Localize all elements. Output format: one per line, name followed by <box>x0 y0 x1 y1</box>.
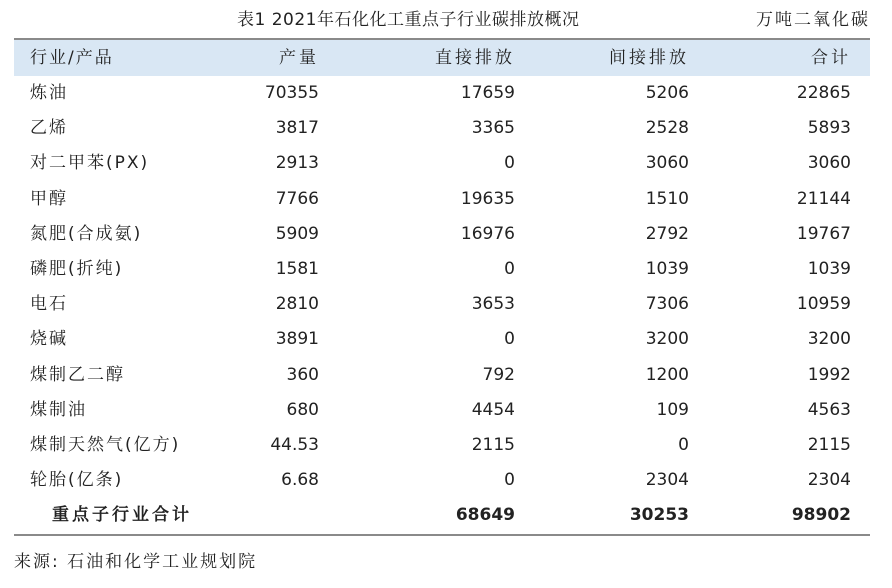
cell-total: 3200 <box>807 329 851 350</box>
total-indirect: 30253 <box>629 505 689 526</box>
cell-direct: 792 <box>482 364 515 385</box>
table-row <box>14 111 870 146</box>
table-body <box>14 76 870 535</box>
cell-indirect: 2792 <box>645 223 689 244</box>
cell-direct: 3653 <box>471 294 515 315</box>
table-row <box>14 428 870 463</box>
cell-output: 360 <box>286 364 319 385</box>
cell-total: 2115 <box>807 435 851 456</box>
total-row <box>14 498 870 534</box>
header-total: 合计 <box>811 48 851 68</box>
cell-indirect: 0 <box>678 435 689 456</box>
cell-direct: 4454 <box>471 399 515 420</box>
cell-total: 4563 <box>807 399 851 420</box>
header-row <box>14 39 870 76</box>
source-note: 来源: 石油和化学工业规划院 <box>14 552 258 572</box>
table-row <box>14 182 870 217</box>
cell-industry: 煤制油 <box>30 399 87 420</box>
table-caption <box>14 6 870 34</box>
table-row <box>14 287 870 322</box>
unit-label: 万吨二氧化碳 <box>756 10 870 30</box>
cell-industry: 炼油 <box>30 83 68 103</box>
cell-industry: 电石 <box>30 294 68 315</box>
cell-output: 6.68 <box>281 470 319 491</box>
cell-direct: 3365 <box>471 118 515 139</box>
cell-industry: 轮胎(亿条) <box>30 470 124 491</box>
cell-indirect: 1200 <box>645 364 689 385</box>
cell-output: 2810 <box>275 294 319 315</box>
cell-output: 7766 <box>275 188 319 209</box>
cell-output: 1581 <box>275 259 319 280</box>
header-direct-emission: 直接排放 <box>435 48 515 68</box>
cell-direct: 17659 <box>460 83 515 103</box>
cell-output: 3817 <box>275 118 319 139</box>
cell-direct: 0 <box>504 259 515 280</box>
cell-industry: 乙烯 <box>30 118 68 139</box>
cell-industry: 烧碱 <box>30 329 68 350</box>
total-direct: 68649 <box>455 505 515 526</box>
table-row <box>14 322 870 357</box>
cell-indirect: 2528 <box>645 118 689 139</box>
cell-output: 44.53 <box>270 435 319 456</box>
cell-direct: 0 <box>504 329 515 350</box>
cell-total: 1992 <box>807 364 851 385</box>
cell-total: 19767 <box>796 223 851 244</box>
table-title: 表1 2021年石化化工重点子行业碳排放概况 <box>237 10 580 30</box>
table-header <box>14 39 870 76</box>
cell-total: 3060 <box>807 153 851 174</box>
table-row <box>14 393 870 428</box>
cell-direct: 16976 <box>460 223 515 244</box>
cell-indirect: 7306 <box>645 294 689 315</box>
cell-industry: 煤制乙二醇 <box>30 364 125 385</box>
total-label: 重点子行业合计 <box>52 505 192 526</box>
cell-direct: 0 <box>504 470 515 491</box>
cell-industry: 氮肥(合成氨) <box>30 223 143 244</box>
cell-direct: 2115 <box>471 435 515 456</box>
cell-industry: 磷肥(折纯) <box>30 259 124 280</box>
cell-indirect: 3060 <box>645 153 689 174</box>
cell-output: 3891 <box>275 329 319 350</box>
cell-indirect: 2304 <box>645 470 689 491</box>
table-row <box>14 358 870 393</box>
cell-industry: 煤制天然气(亿方) <box>30 435 181 456</box>
cell-total: 5893 <box>807 118 851 139</box>
cell-direct: 19635 <box>460 188 515 209</box>
header-industry: 行业/产品 <box>30 48 114 68</box>
cell-indirect: 109 <box>656 399 689 420</box>
table-row <box>14 217 870 252</box>
cell-direct: 0 <box>504 153 515 174</box>
table-row <box>14 463 870 498</box>
cell-total: 22865 <box>796 83 851 103</box>
cell-output: 70355 <box>264 83 319 103</box>
emissions-table <box>14 38 870 536</box>
cell-total: 1039 <box>807 259 851 280</box>
cell-total: 10959 <box>796 294 851 315</box>
cell-output: 680 <box>286 399 319 420</box>
total-output <box>178 498 338 534</box>
cell-industry: 甲醇 <box>30 188 68 209</box>
cell-total: 21144 <box>796 188 851 209</box>
cell-industry: 对二甲苯(PX) <box>30 153 150 174</box>
table-row <box>14 252 870 287</box>
total-sum: 98902 <box>791 505 851 526</box>
cell-total: 2304 <box>807 470 851 491</box>
cell-output: 2913 <box>275 153 319 174</box>
header-output: 产量 <box>279 48 319 68</box>
table-row <box>14 146 870 181</box>
cell-indirect: 3200 <box>645 329 689 350</box>
cell-output: 5909 <box>275 223 319 244</box>
cell-indirect: 1039 <box>645 259 689 280</box>
cell-indirect: 1510 <box>645 188 689 209</box>
table-row <box>14 76 870 111</box>
cell-indirect: 5206 <box>645 83 689 103</box>
header-indirect-emission: 间接排放 <box>609 48 689 68</box>
